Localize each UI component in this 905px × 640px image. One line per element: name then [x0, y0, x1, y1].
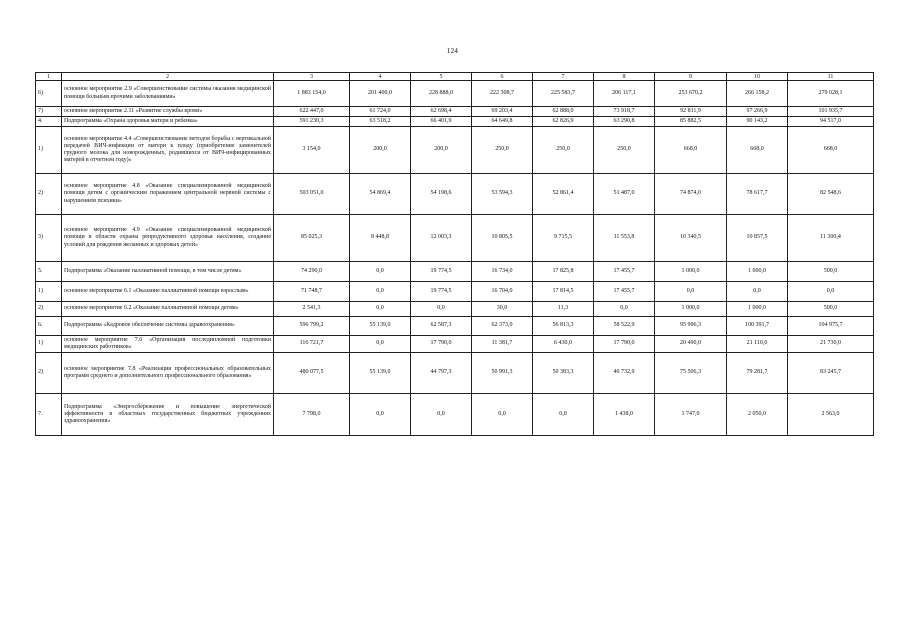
table-row: [36, 282, 874, 302]
row-value: 9 715,5: [533, 215, 594, 262]
row-value: 82 548,6: [788, 174, 874, 215]
row-value: 17 825,8: [533, 262, 594, 282]
row-number: 1): [36, 127, 62, 174]
row-value: 253 670,2: [655, 81, 727, 107]
row-value: 0,0: [594, 302, 655, 317]
row-number: 1): [36, 282, 62, 302]
column-header: 9: [655, 73, 727, 81]
row-value: 62 698,4: [411, 107, 472, 117]
table-row: [36, 127, 874, 174]
row-value: 0,0: [727, 282, 788, 302]
row-value: 73 918,7: [594, 107, 655, 117]
row-value: 62 826,9: [533, 117, 594, 127]
row-value: 480 077,5: [274, 353, 350, 394]
row-number: 2): [36, 174, 62, 215]
row-value: 0,0: [350, 302, 411, 317]
column-header: 10: [727, 73, 788, 81]
row-value: 10 805,5: [472, 215, 533, 262]
row-name: основное мероприятие 6.2 «Оказание паллиативной помощи детям»: [62, 302, 274, 317]
row-value: 116 721,7: [274, 336, 350, 353]
row-value: 54 198,6: [411, 174, 472, 215]
row-value: 2 563,0: [788, 394, 874, 436]
row-value: 206 117,1: [594, 81, 655, 107]
row-value: 85 025,3: [274, 215, 350, 262]
column-header: 7: [533, 73, 594, 81]
row-value: 2 541,3: [274, 302, 350, 317]
row-value: 503 051,0: [274, 174, 350, 215]
budget-table: [35, 72, 874, 436]
table-row: [36, 353, 874, 394]
row-value: 104 975,7: [788, 317, 874, 336]
row-value: 54 869,4: [350, 174, 411, 215]
table-row: [36, 262, 874, 282]
row-value: 17 455,7: [594, 282, 655, 302]
row-value: 50 383,3: [533, 353, 594, 394]
row-value: 74 874,0: [655, 174, 727, 215]
row-value: 250,0: [472, 127, 533, 174]
row-value: 69 203,4: [472, 107, 533, 117]
row-name: Подпрограмма «Оказание паллиативной помощи, в том числе детям»: [62, 262, 274, 282]
row-number: 3): [36, 215, 62, 262]
row-value: 1 000,0: [655, 262, 727, 282]
row-value: 79 281,7: [727, 353, 788, 394]
row-value: 62 587,3: [411, 317, 472, 336]
row-value: 11 553,8: [594, 215, 655, 262]
row-value: 1 000,0: [727, 262, 788, 282]
row-value: 8 448,8: [350, 215, 411, 262]
row-value: 40 732,9: [594, 353, 655, 394]
row-value: 101 935,7: [788, 107, 874, 117]
row-value: 56 813,3: [533, 317, 594, 336]
column-header: 5: [411, 73, 472, 81]
row-name: Подпрограмма «Кадровое обеспечение системы здравоохранения»: [62, 317, 274, 336]
row-value: 1 883 154,0: [274, 81, 350, 107]
row-value: 17 455,7: [594, 262, 655, 282]
row-number: 2): [36, 302, 62, 317]
table-row: [36, 174, 874, 215]
row-value: 78 617,7: [727, 174, 788, 215]
row-name: основное мероприятие 2.9 «Совершенствование системы оказания медицинской помощи больным прочими заболеваниями»: [62, 81, 274, 107]
row-value: 222 308,7: [472, 81, 533, 107]
row-value: 19 774,5: [411, 262, 472, 282]
row-value: 55 139,0: [350, 353, 411, 394]
row-number: 1): [36, 336, 62, 353]
row-value: 1 000,0: [655, 302, 727, 317]
row-number: 6): [36, 81, 62, 107]
row-number: 6.: [36, 317, 62, 336]
page-number: 124: [446, 47, 459, 55]
row-value: 200,0: [411, 127, 472, 174]
row-value: 21 730,0: [788, 336, 874, 353]
row-value: 500,0: [788, 262, 874, 282]
row-value: 228 888,0: [411, 81, 472, 107]
row-value: 622 447,0: [274, 107, 350, 117]
row-value: 0,0: [411, 394, 472, 436]
row-number: 4.: [36, 117, 62, 127]
column-header: 2: [62, 73, 274, 81]
row-value: 0,0: [350, 394, 411, 436]
table-row: [36, 336, 874, 353]
row-value: 10 857,5: [727, 215, 788, 262]
row-value: 668,0: [655, 127, 727, 174]
row-value: 0,0: [533, 394, 594, 436]
row-name: основное мероприятие 7.8 «Реализация профессиональных образовательных программ среднего и дополнительного профессионального образования»: [62, 353, 274, 394]
row-value: 1 747,0: [655, 394, 727, 436]
table-row: [36, 81, 874, 107]
row-value: 500,0: [788, 302, 874, 317]
row-value: 17 814,5: [533, 282, 594, 302]
row-name: основное мероприятие 6.1 «Оказание паллиативной помощи взрослым»: [62, 282, 274, 302]
row-value: 55 139,0: [350, 317, 411, 336]
row-value: 1 000,0: [727, 302, 788, 317]
row-value: 52 861,4: [533, 174, 594, 215]
row-value: 668,0: [727, 127, 788, 174]
row-value: 62 373,0: [472, 317, 533, 336]
row-value: 3 154,0: [274, 127, 350, 174]
row-value: 97 266,9: [727, 107, 788, 117]
row-value: 0,0: [350, 282, 411, 302]
row-value: 591 230,3: [274, 117, 350, 127]
table-header-row: [36, 73, 874, 81]
row-number: 7): [36, 107, 62, 117]
row-value: 63 518,2: [350, 117, 411, 127]
table-row: [36, 302, 874, 317]
row-name: Подпрограмма «Охрана здоровья матери и ребенка»: [62, 117, 274, 127]
row-value: 11 300,4: [788, 215, 874, 262]
row-value: 0,0: [411, 302, 472, 317]
row-value: 0,0: [350, 262, 411, 282]
row-value: 64 649,8: [472, 117, 533, 127]
row-value: 58 522,9: [594, 317, 655, 336]
column-header: 11: [788, 73, 874, 81]
row-value: 7 798,0: [274, 394, 350, 436]
row-value: 0,0: [655, 282, 727, 302]
row-value: 50 991,3: [472, 353, 533, 394]
row-value: 74 290,0: [274, 262, 350, 282]
row-number: 7.: [36, 394, 62, 436]
row-value: 250,0: [533, 127, 594, 174]
column-header: 6: [472, 73, 533, 81]
column-header: 1: [36, 73, 62, 81]
row-value: 0,0: [350, 336, 411, 353]
row-value: 200,0: [350, 127, 411, 174]
row-value: 90 143,2: [727, 117, 788, 127]
row-value: 11,3: [533, 302, 594, 317]
column-header: 8: [594, 73, 655, 81]
table-row: [36, 215, 874, 262]
row-name: основное мероприятие 4.4 «Совершенствование методов борьбы с вертикальной передачей ВИЧ-инфекции от матери к плоду (приобретение заменителей грудного молока для новорожденных, родившихся от ВИЧ-инфицированных матерей в отчетном году)»: [62, 127, 274, 174]
row-value: 0,0: [472, 394, 533, 436]
row-number: 5.: [36, 262, 62, 282]
row-name: основное мероприятие 4.9 «Оказание специализированной медицинской помощи в области охраны репродуктивного здоровья населения, создание условий для рождения желанных и здоровых детей»: [62, 215, 274, 262]
row-value: 53 594,3: [472, 174, 533, 215]
row-number: 2): [36, 353, 62, 394]
row-value: 100 391,7: [727, 317, 788, 336]
row-value: 225 583,7: [533, 81, 594, 107]
row-value: 16 704,0: [472, 282, 533, 302]
row-value: 83 245,7: [788, 353, 874, 394]
row-value: 668,0: [788, 127, 874, 174]
row-value: 266 158,2: [727, 81, 788, 107]
row-value: 279 028,1: [788, 81, 874, 107]
row-value: 11 381,7: [472, 336, 533, 353]
row-value: 0,0: [788, 282, 874, 302]
row-value: 17 790,0: [411, 336, 472, 353]
row-value: 596 799,2: [274, 317, 350, 336]
row-value: 63 290,8: [594, 117, 655, 127]
row-value: 66 401,9: [411, 117, 472, 127]
row-value: 21 110,0: [727, 336, 788, 353]
row-value: 10 340,5: [655, 215, 727, 262]
row-value: 16 734,0: [472, 262, 533, 282]
table-row: [36, 117, 874, 127]
row-value: 71 748,7: [274, 282, 350, 302]
row-value: 1 438,0: [594, 394, 655, 436]
row-value: 2 050,0: [727, 394, 788, 436]
table-row: [36, 317, 874, 336]
row-value: 95 996,3: [655, 317, 727, 336]
row-value: 250,0: [594, 127, 655, 174]
row-value: 62 888,0: [533, 107, 594, 117]
row-value: 92 811,9: [655, 107, 727, 117]
row-value: 30,0: [472, 302, 533, 317]
column-header: 4: [350, 73, 411, 81]
row-name: основное мероприятие 4.8 «Оказание специализированной медицинской помощи детям с органическим поражением центральной нервной системы с нарушением психики»: [62, 174, 274, 215]
row-value: 201 400,0: [350, 81, 411, 107]
table-row: [36, 394, 874, 436]
row-value: 19 774,5: [411, 282, 472, 302]
row-name: Подпрограмма «Энергосбережение и повышение энергетической эффективности в областных государственных бюджетных учреждениях здравоохранения»: [62, 394, 274, 436]
row-value: 75 506,3: [655, 353, 727, 394]
row-value: 94 517,0: [788, 117, 874, 127]
row-value: 12 003,3: [411, 215, 472, 262]
row-value: 85 882,5: [655, 117, 727, 127]
row-value: 6 430,0: [533, 336, 594, 353]
row-value: 17 790,0: [594, 336, 655, 353]
row-value: 20 490,0: [655, 336, 727, 353]
row-value: 44 797,3: [411, 353, 472, 394]
table-row: [36, 107, 874, 117]
row-name: основное мероприятие 7.6 «Организация последипломной подготовки медицинских работников»: [62, 336, 274, 353]
row-name: основное мероприятие 2.11 «Развитие службы крови»: [62, 107, 274, 117]
row-value: 61 724,0: [350, 107, 411, 117]
column-header: 3: [274, 73, 350, 81]
row-value: 51 487,0: [594, 174, 655, 215]
